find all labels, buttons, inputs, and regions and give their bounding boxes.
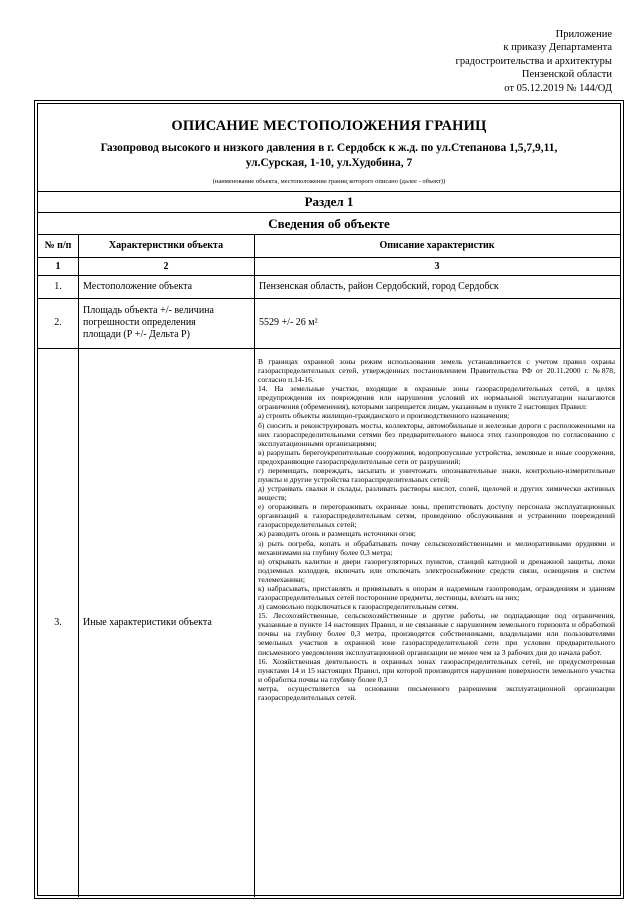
section-subtitle: Сведения об объекте (268, 216, 390, 231)
approval-block (312, 28, 612, 95)
document-inner-frame (37, 103, 621, 896)
approval-line: Приложение (555, 29, 612, 40)
row-3-description (258, 357, 615, 702)
description-paragraph: метра, осуществляется на основании письменного разрешения эксплуатационной организации газораспределительных сетей. (258, 683, 615, 702)
row-1-value: Пензенская область, район Сердобский, город Сердобск (259, 280, 499, 292)
document-frame (34, 100, 624, 899)
row-2-name-line: погрешности определения (83, 317, 196, 328)
description-paragraph: 16. Хозяйственная деятельность в охранных зонах газораспределительных сетей, не предусмотренная пунктами 14 и 15 настоящих Правил, при которой производится нарушение поверхности земельного участка и обработка почвы на глубину более 0,3 (258, 656, 615, 684)
description-paragraph: л) самовольно подключаться к газораспределительным сетям. (258, 602, 459, 612)
description-paragraph: к) набрасывать, приставлять и привязывать к опорам и надземным газопроводам, ограждениям и зданиям газораспределительных сетей посторонние предметы, лестницы, влезать на них; (258, 583, 615, 603)
description-paragraph: д) устраивать свалки и склады, разливать растворы кислот, солей, щелочей и других химически активных веществ; (258, 484, 615, 503)
header-cell-number: № п/п (44, 240, 72, 251)
row-2-name-line: Площадь объекта +/- величина (83, 305, 214, 316)
column-divider (78, 234, 79, 897)
description-paragraph: В границах охранной зоны режим использования земель устанавливается с учетом правил охраны газораспределительных сетей, утвержденных постановлением Правительства РФ от 20.11.2000 г. №878, согласно п.14-16. (258, 357, 615, 385)
object-name-line-1: Газопровод высокого и низкого давления в г. Сердобск к ж.д. по ул.Степанова 1,5,7,9,11, (100, 142, 558, 154)
row-2-name-line: площади (Р +/- Дельта Р) (83, 329, 190, 340)
row-2-number: 2. (54, 317, 62, 328)
approval-date-line: от 05.12.2019 № 144/ОД (504, 82, 612, 94)
description-paragraph: в) разрушать берегоукрепительные сооружения, водопропускные устройства, земляные и иные сооружения, предохраняющие газораспределительные сети от разрушений; (258, 447, 615, 466)
section-title: Раздел 1 (304, 194, 354, 209)
column-number-1: 1 (55, 260, 61, 272)
description-paragraph: е) огораживать и перегораживать охранные зоны, препятствовать доступу персонала эксплуатационных организаций к газораспределительным сетям, проведению обслуживания и устранению повреждений газораспределительных сетей; (258, 502, 615, 530)
object-name (58, 141, 600, 170)
row-2-value: 5529 +/- 26 м² (259, 317, 318, 328)
row-3-name: Иные характеристики объекта (83, 616, 212, 628)
description-paragraph: 15. Лесохозяйственные, сельскохозяйственные и другие работы, не подпадающие под ограничения, указанные в пункте 14 настоящих Правил, и не связанные с нарушением земельного горизонта и обработкой почвы на глубину более 0,3 метра, производятся собственниками, владельцами или пользователями земельных участков в охранной зоне газораспределительной сети при условии предварительного письменного уведомления эксплуатационной организации не менее чем за 3 рабочих дня до начала работ. (258, 611, 615, 657)
row-1-number: 1. (54, 280, 62, 292)
object-name-line-2: ул.Сурская, 1-10, ул.Худобина, 7 (245, 156, 413, 169)
column-number-2: 2 (163, 260, 169, 272)
description-paragraph: 14. На земельные участки, входящие в охранные зоны газораспределительных сетей, в целях предупреждения их повреждения или нарушения условий их нормальной эксплуатации налагаются ограничения (обременения), которыми запрещается лицам, указанным в пункте 2 настоящих Правил: (258, 384, 615, 412)
row-2-name (83, 298, 253, 348)
column-number-3: 3 (434, 260, 440, 272)
row-1-name: Местоположение объекта (83, 280, 193, 292)
description-paragraph: г) перемещать, повреждать, засыпать и уничтожать опознавательные знаки, контрольно-измерительные пункты и другие устройства газораспределительных сетей; (258, 465, 615, 485)
description-paragraph: а) строить объекты жилищно-гражданского и производственного назначения; (258, 411, 510, 421)
description-paragraph: з) рыть погреба, копать и обрабатывать почву сельскохозяйственными и мелиоративными орудиями и механизмами на глубину более 0,3 метра; (258, 538, 615, 557)
row-3-number: 3. (54, 616, 62, 628)
approval-line: Пензенской области (521, 69, 612, 81)
object-caption: (наименование объекта, местоположение границ которого описано (далее - объект)) (212, 178, 446, 185)
approval-line: градостроительства и архитектуры (455, 55, 612, 67)
document-title: ОПИСАНИЕ МЕСТОПОЛОЖЕНИЯ ГРАНИЦ (171, 118, 487, 134)
approval-line: к приказу Департамента (503, 42, 612, 54)
description-paragraph: и) открывать калитки и двери газорегуляторных пунктов, станций катодной и дренажной защиты, люки подземных колодцев, включать или отключать электроснабжение средств связи, освещения и систем телемеханики; (258, 556, 615, 584)
description-paragraph: ж) разводить огонь и размещать источники огня; (258, 529, 416, 539)
header-cell-characteristics: Характеристики объекта (108, 240, 224, 251)
description-paragraph: б) сносить и реконструировать мосты, коллекторы, автомобильные и железные дороги с расположенными на них газораспределительными сетями без предварительного выноса этих газопроводов по согласованию с эксплуатационными организациями; (258, 420, 615, 448)
header-cell-description: Описание характеристик (379, 240, 495, 251)
title-block (38, 104, 620, 191)
column-divider (254, 234, 255, 897)
